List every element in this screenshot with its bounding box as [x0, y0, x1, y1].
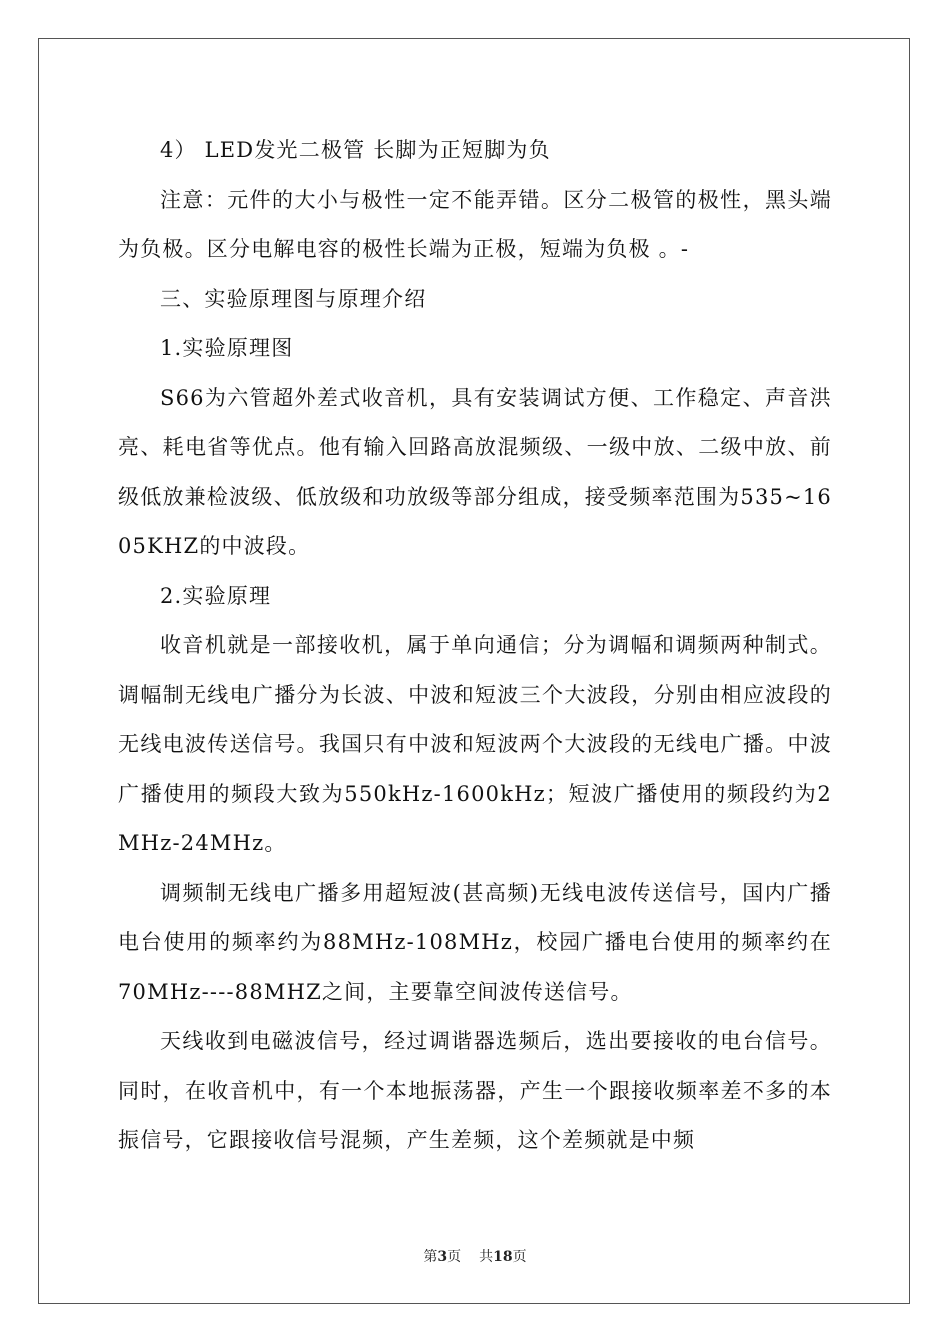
paragraph-fm-broadcast: 调频制无线电广播多用超短波(甚高频)无线电波传送信号，国内广播电台使用的频率约为88MHz-108MHz，校园广播电台使用的频率约在70MHz----88MHZ之间，主要靠空间波传送信号。: [118, 880, 832, 1004]
section-heading-principle: 三、实验原理图与原理介绍: [160, 286, 427, 311]
footer-page-current: 3: [437, 1249, 448, 1265]
paragraph-polarity-warning: 注意：元件的大小与极性一定不能弄错。区分二极管的极性，黑头端为负极。区分电解电容的极性长端为正极，短端为负极 。-: [118, 187, 832, 261]
footer-page-unit: 页: [447, 1249, 462, 1265]
footer-page-total: 18: [493, 1249, 513, 1265]
subheading-principle: 2.实验原理: [160, 583, 272, 608]
paragraph-antenna-mixing: 天线收到电磁波信号，经过调谐器选频后，选出要接收的电台信号。同时，在收音机中，有一个本地振荡器，产生一个跟接收频率差不多的本振信号，它跟接收信号混频，产生差频，这个差频就是中频: [118, 1029, 832, 1152]
footer-page-prefix: 第: [423, 1249, 438, 1265]
paragraph-led-note: 4） LED发光二极管 长脚为正短脚为负: [160, 138, 551, 162]
subheading-schematic: 1.实验原理图: [160, 336, 294, 360]
paragraph-am-broadcast: 收音机就是一部接收机，属于单向通信；分为调幅和调频两种制式。调幅制无线电广播分为长波、中波和短波三个大波段，分别由相应波段的无线电波传送信号。我国只有中波和短波两个大波段的无线电广播。中波广播使用的频段大致为550kHz-1600kHz；短波广播使用的频段约为2MHz-24MHz。: [118, 633, 832, 855]
footer-total-unit: 页: [512, 1249, 527, 1265]
footer-total-prefix: 共: [479, 1249, 494, 1265]
paragraph-s66-description: S66为六管超外差式收音机，具有安装调试方便、工作稳定、声音洪亮、耗电省等优点。他有输入回路高放混频级、一级中放、二级中放、前级低放兼检波级、低放级和功放级等部分组成，接受频率范围为535~1605KHZ的中波段。: [118, 385, 832, 558]
document-body: [118, 126, 832, 1166]
page-footer: [0, 1247, 950, 1267]
